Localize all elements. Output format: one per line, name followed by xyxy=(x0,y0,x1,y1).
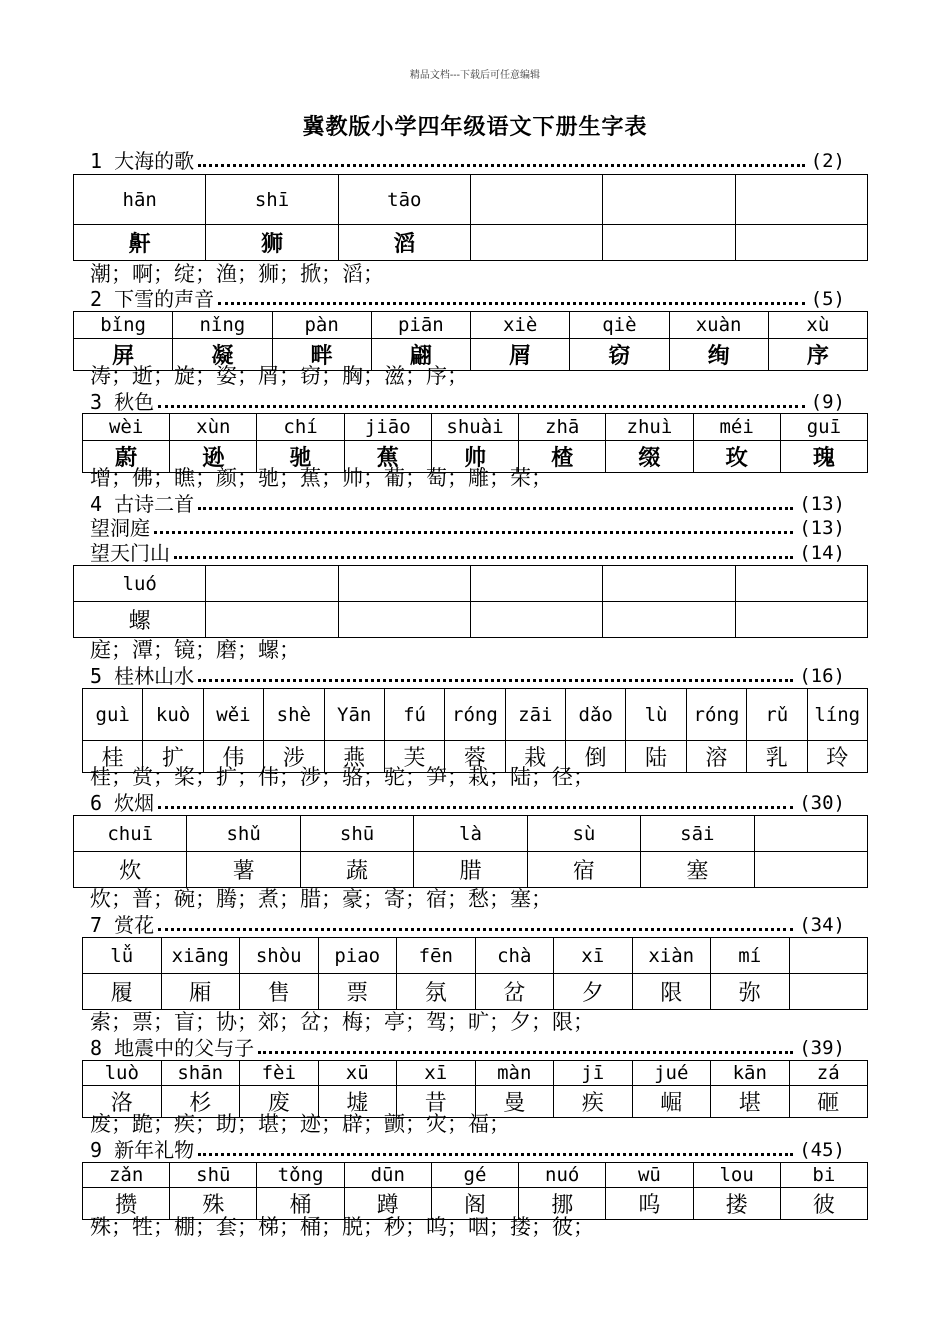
leader-dots xyxy=(198,164,805,167)
vocabulary-line: 殊；牲；棚；套；梯；桶；脱；秒；呜；咽；搂；彼； xyxy=(90,1215,594,1239)
leader-dots xyxy=(158,405,805,408)
pinyin-cell: sāi xyxy=(641,816,754,852)
character-table xyxy=(73,311,868,371)
lesson-heading xyxy=(90,148,845,172)
character-cell: 芙 xyxy=(384,741,444,773)
character-cell: 玫 xyxy=(693,441,780,473)
lesson-title: 望天门山 xyxy=(90,541,170,565)
character-cell: 限 xyxy=(632,974,711,1010)
character-cell: 蔚 xyxy=(83,441,170,473)
pinyin-cell: shuài xyxy=(431,414,518,441)
pinyin-cell: xī xyxy=(554,938,633,974)
character-cell: 狮 xyxy=(206,225,338,261)
pinyin-cell: xī xyxy=(397,1061,476,1086)
character-cell: 栽 xyxy=(505,741,565,773)
pinyin-cell xyxy=(206,566,338,602)
pinyin-cell: nǐng xyxy=(173,312,272,339)
character-cell: 屑 xyxy=(471,339,570,371)
pinyin-cell: róng xyxy=(686,689,746,741)
character-cell: 桂 xyxy=(83,741,143,773)
pinyin-cell: sù xyxy=(527,816,640,852)
character-cell: 塞 xyxy=(641,852,754,888)
leader-dots xyxy=(158,928,793,931)
character-cell xyxy=(754,852,867,888)
character-cell: 翩 xyxy=(371,339,470,371)
character-cell: 畔 xyxy=(272,339,371,371)
pinyin-cell xyxy=(338,566,470,602)
pinyin-cell: luó xyxy=(74,566,206,602)
character-cell: 蓉 xyxy=(445,741,505,773)
lesson-title: 3 秋色 xyxy=(90,390,155,414)
character-cell: 缀 xyxy=(606,441,693,473)
pinyin-cell: tāo xyxy=(338,175,470,225)
character-table xyxy=(73,565,868,638)
character-cell: 乳 xyxy=(747,741,807,773)
character-cell: 砸 xyxy=(789,1086,868,1118)
character-cell: 腊 xyxy=(414,852,527,888)
character-cell: 滔 xyxy=(338,225,470,261)
character-cell xyxy=(603,602,735,638)
vocabulary-line: 潮；啊；绽；渔；狮；掀；滔； xyxy=(90,262,384,286)
character-cell: 涉 xyxy=(264,741,324,773)
pinyin-cell: là xyxy=(414,816,527,852)
pinyin-cell: dǎo xyxy=(566,689,626,741)
character-cell: 蕉 xyxy=(344,441,431,473)
character-cell: 炊 xyxy=(74,852,187,888)
pinyin-cell: chuī xyxy=(74,816,187,852)
character-cell: 夕 xyxy=(554,974,633,1010)
pinyin-cell: méi xyxy=(693,414,780,441)
character-cell: 鼾 xyxy=(74,225,206,261)
pinyin-cell: rǔ xyxy=(747,689,807,741)
pinyin-cell: pàn xyxy=(272,312,371,339)
character-cell: 搂 xyxy=(693,1188,780,1220)
lesson-heading xyxy=(90,389,845,413)
lesson-heading xyxy=(90,1035,845,1059)
character-cell xyxy=(338,602,470,638)
character-cell: 桶 xyxy=(257,1188,344,1220)
character-cell: 窃 xyxy=(570,339,669,371)
vocabulary-line: 废；跪；疾；助；堪；迹；辟；颤；灾；福； xyxy=(90,1112,510,1136)
character-cell: 攒 xyxy=(83,1188,170,1220)
pinyin-cell xyxy=(470,175,602,225)
character-cell: 帅 xyxy=(431,441,518,473)
lesson-page-number: (14) xyxy=(799,542,845,564)
lesson-page-number: (39) xyxy=(799,1037,845,1059)
pinyin-cell: wèi xyxy=(83,414,170,441)
character-cell: 阁 xyxy=(431,1188,518,1220)
lesson-title: 1 大海的歌 xyxy=(90,149,195,173)
lesson-heading xyxy=(90,491,845,515)
lesson-title: 5 桂林山水 xyxy=(90,664,195,688)
lesson-heading xyxy=(90,1137,845,1161)
pinyin-cell: kān xyxy=(711,1061,790,1086)
pinyin-cell: wěi xyxy=(203,689,263,741)
pinyin-cell: bi xyxy=(780,1163,867,1188)
lesson-title: 4 古诗二首 xyxy=(90,492,195,516)
pinyin-cell: zǎn xyxy=(83,1163,170,1188)
character-cell: 楂 xyxy=(519,441,606,473)
lesson-page-number: (34) xyxy=(799,914,845,936)
character-cell: 薯 xyxy=(187,852,300,888)
character-cell: 堪 xyxy=(711,1086,790,1118)
pinyin-cell: gé xyxy=(431,1163,518,1188)
character-cell: 履 xyxy=(83,974,162,1010)
pinyin-cell: xuàn xyxy=(669,312,768,339)
character-cell: 倒 xyxy=(566,741,626,773)
lesson-page-number: (13) xyxy=(799,493,845,515)
pinyin-cell: zá xyxy=(789,1061,868,1086)
lesson-heading xyxy=(90,540,845,564)
leader-dots xyxy=(158,806,793,809)
lesson-title: 望洞庭 xyxy=(90,516,150,540)
character-table xyxy=(82,413,868,473)
character-cell: 陆 xyxy=(626,741,686,773)
pinyin-cell: shè xyxy=(264,689,324,741)
pinyin-cell: xiāng xyxy=(161,938,240,974)
pinyin-cell: lou xyxy=(693,1163,780,1188)
vocabulary-line: 涛；逝；旋；姿；屑；窃；胸；滋；序； xyxy=(90,364,468,388)
character-cell: 逊 xyxy=(170,441,257,473)
pinyin-cell xyxy=(603,566,735,602)
pinyin-cell: fèi xyxy=(240,1061,319,1086)
pinyin-cell xyxy=(789,938,868,974)
header-note: 精品文档---下载后可任意编辑 xyxy=(409,70,541,81)
lesson-page-number: (5) xyxy=(810,288,845,310)
vocabulary-line: 增；佛；瞧；颜；驰；蕉；帅；葡；萄；雕；荣； xyxy=(90,466,552,490)
pinyin-cell xyxy=(754,816,867,852)
pinyin-cell: shòu xyxy=(240,938,319,974)
character-cell: 弥 xyxy=(711,974,790,1010)
pinyin-cell: guī xyxy=(780,414,867,441)
vocabulary-line: 索；票；盲；协；郊；岔；梅；亭；驾；旷；夕；限； xyxy=(90,1010,594,1034)
pinyin-cell: lǚ xyxy=(83,938,162,974)
leader-dots xyxy=(174,556,793,559)
character-cell: 殊 xyxy=(170,1188,257,1220)
lesson-title: 8 地震中的父与子 xyxy=(90,1036,255,1060)
pinyin-cell xyxy=(735,175,867,225)
character-table xyxy=(82,1162,868,1220)
pinyin-cell: dūn xyxy=(344,1163,431,1188)
leader-dots xyxy=(218,302,805,305)
pinyin-cell: xùn xyxy=(170,414,257,441)
pinyin-cell: chí xyxy=(257,414,344,441)
pinyin-cell: xù xyxy=(768,312,867,339)
character-cell xyxy=(735,602,867,638)
character-cell: 螺 xyxy=(74,602,206,638)
lesson-heading xyxy=(90,790,845,814)
vocabulary-line: 桂；赏；桨；扩；伟；涉；骆；驼；笋；栽；陆；径； xyxy=(90,765,594,789)
pinyin-cell: jī xyxy=(554,1061,633,1086)
character-table xyxy=(73,174,868,261)
character-cell: 驰 xyxy=(257,441,344,473)
pinyin-cell: zhā xyxy=(519,414,606,441)
character-table xyxy=(73,815,868,888)
character-cell xyxy=(470,602,602,638)
pinyin-cell: lù xyxy=(626,689,686,741)
pinyin-cell: róng xyxy=(445,689,505,741)
leader-dots xyxy=(198,1153,793,1156)
pinyin-cell: fú xyxy=(384,689,444,741)
character-cell xyxy=(206,602,338,638)
vocabulary-line: 庭；潭；镜；磨；螺； xyxy=(90,638,300,662)
pinyin-cell: guì xyxy=(83,689,143,741)
pinyin-cell: shī xyxy=(206,175,338,225)
lesson-page-number: (2) xyxy=(810,150,845,172)
lesson-page-number: (30) xyxy=(799,792,845,814)
pinyin-cell: chà xyxy=(475,938,554,974)
lesson-heading xyxy=(90,912,845,936)
character-cell: 宿 xyxy=(527,852,640,888)
lesson-page-number: (13) xyxy=(799,517,845,539)
character-table xyxy=(82,688,868,773)
character-cell: 序 xyxy=(768,339,867,371)
character-cell: 屏 xyxy=(74,339,173,371)
pinyin-cell: fēn xyxy=(397,938,476,974)
lesson-title: 2 下雪的声音 xyxy=(90,287,215,311)
page-title: 冀教版小学四年级语文下册生字表 xyxy=(302,114,648,140)
character-cell: 氛 xyxy=(397,974,476,1010)
character-cell: 蹲 xyxy=(344,1188,431,1220)
character-cell: 废 xyxy=(240,1086,319,1118)
pinyin-cell: luò xyxy=(83,1061,162,1086)
lesson-page-number: (9) xyxy=(810,391,845,413)
character-cell: 瑰 xyxy=(780,441,867,473)
pinyin-cell: jiāo xyxy=(344,414,431,441)
character-cell xyxy=(603,225,735,261)
lesson-page-number: (16) xyxy=(799,665,845,687)
pinyin-cell: mí xyxy=(711,938,790,974)
character-cell: 墟 xyxy=(318,1086,397,1118)
pinyin-cell: qiè xyxy=(570,312,669,339)
pinyin-cell: xiàn xyxy=(632,938,711,974)
character-cell: 彼 xyxy=(780,1188,867,1220)
pinyin-cell: zāi xyxy=(505,689,565,741)
pinyin-cell: líng xyxy=(807,689,868,741)
pinyin-cell: zhuì xyxy=(606,414,693,441)
character-cell: 蔬 xyxy=(300,852,413,888)
leader-dots xyxy=(198,679,793,682)
character-cell: 凝 xyxy=(173,339,272,371)
character-table xyxy=(82,1060,868,1118)
leader-dots xyxy=(154,531,793,534)
character-cell: 扩 xyxy=(143,741,203,773)
character-cell: 昔 xyxy=(397,1086,476,1118)
pinyin-cell: màn xyxy=(475,1061,554,1086)
character-cell: 售 xyxy=(240,974,319,1010)
lesson-heading xyxy=(90,663,845,687)
character-cell: 崛 xyxy=(632,1086,711,1118)
character-cell xyxy=(735,225,867,261)
lesson-title: 7 赏花 xyxy=(90,913,155,937)
pinyin-cell: piao xyxy=(318,938,397,974)
pinyin-cell: nuó xyxy=(519,1163,606,1188)
character-cell xyxy=(789,974,868,1010)
character-cell: 绚 xyxy=(669,339,768,371)
pinyin-cell: jué xyxy=(632,1061,711,1086)
pinyin-cell xyxy=(603,175,735,225)
lesson-title: 6 炊烟 xyxy=(90,791,155,815)
lesson-title: 9 新年礼物 xyxy=(90,1138,195,1162)
leader-dots xyxy=(258,1051,793,1054)
character-cell: 岔 xyxy=(475,974,554,1010)
pinyin-cell: Yān xyxy=(324,689,384,741)
leader-dots xyxy=(198,507,793,510)
pinyin-cell: shǔ xyxy=(187,816,300,852)
character-cell: 伟 xyxy=(203,741,263,773)
pinyin-cell: tǒng xyxy=(257,1163,344,1188)
lesson-page-number: (45) xyxy=(799,1139,845,1161)
character-cell: 曼 xyxy=(475,1086,554,1118)
vocabulary-line: 炊；普；碗；腾；煮；腊；豪；寄；宿；愁；塞； xyxy=(90,887,552,911)
character-cell: 票 xyxy=(318,974,397,1010)
character-cell: 厢 xyxy=(161,974,240,1010)
pinyin-cell: shān xyxy=(161,1061,240,1086)
pinyin-cell: xiè xyxy=(471,312,570,339)
pinyin-cell: shū xyxy=(170,1163,257,1188)
pinyin-cell: wū xyxy=(606,1163,693,1188)
character-cell: 玲 xyxy=(807,741,868,773)
character-cell xyxy=(470,225,602,261)
lesson-heading xyxy=(90,286,845,310)
character-table xyxy=(82,937,868,1010)
pinyin-cell: hān xyxy=(74,175,206,225)
character-cell: 溶 xyxy=(686,741,746,773)
pinyin-cell: shū xyxy=(300,816,413,852)
pinyin-cell: xū xyxy=(318,1061,397,1086)
pinyin-cell: bǐng xyxy=(74,312,173,339)
pinyin-cell xyxy=(470,566,602,602)
character-cell: 杉 xyxy=(161,1086,240,1118)
pinyin-cell xyxy=(735,566,867,602)
character-cell: 挪 xyxy=(519,1188,606,1220)
pinyin-cell: piān xyxy=(371,312,470,339)
character-cell: 燕 xyxy=(324,741,384,773)
pinyin-cell: kuò xyxy=(143,689,203,741)
character-cell: 呜 xyxy=(606,1188,693,1220)
character-cell: 疾 xyxy=(554,1086,633,1118)
character-cell: 洛 xyxy=(83,1086,162,1118)
lesson-heading xyxy=(90,515,845,539)
